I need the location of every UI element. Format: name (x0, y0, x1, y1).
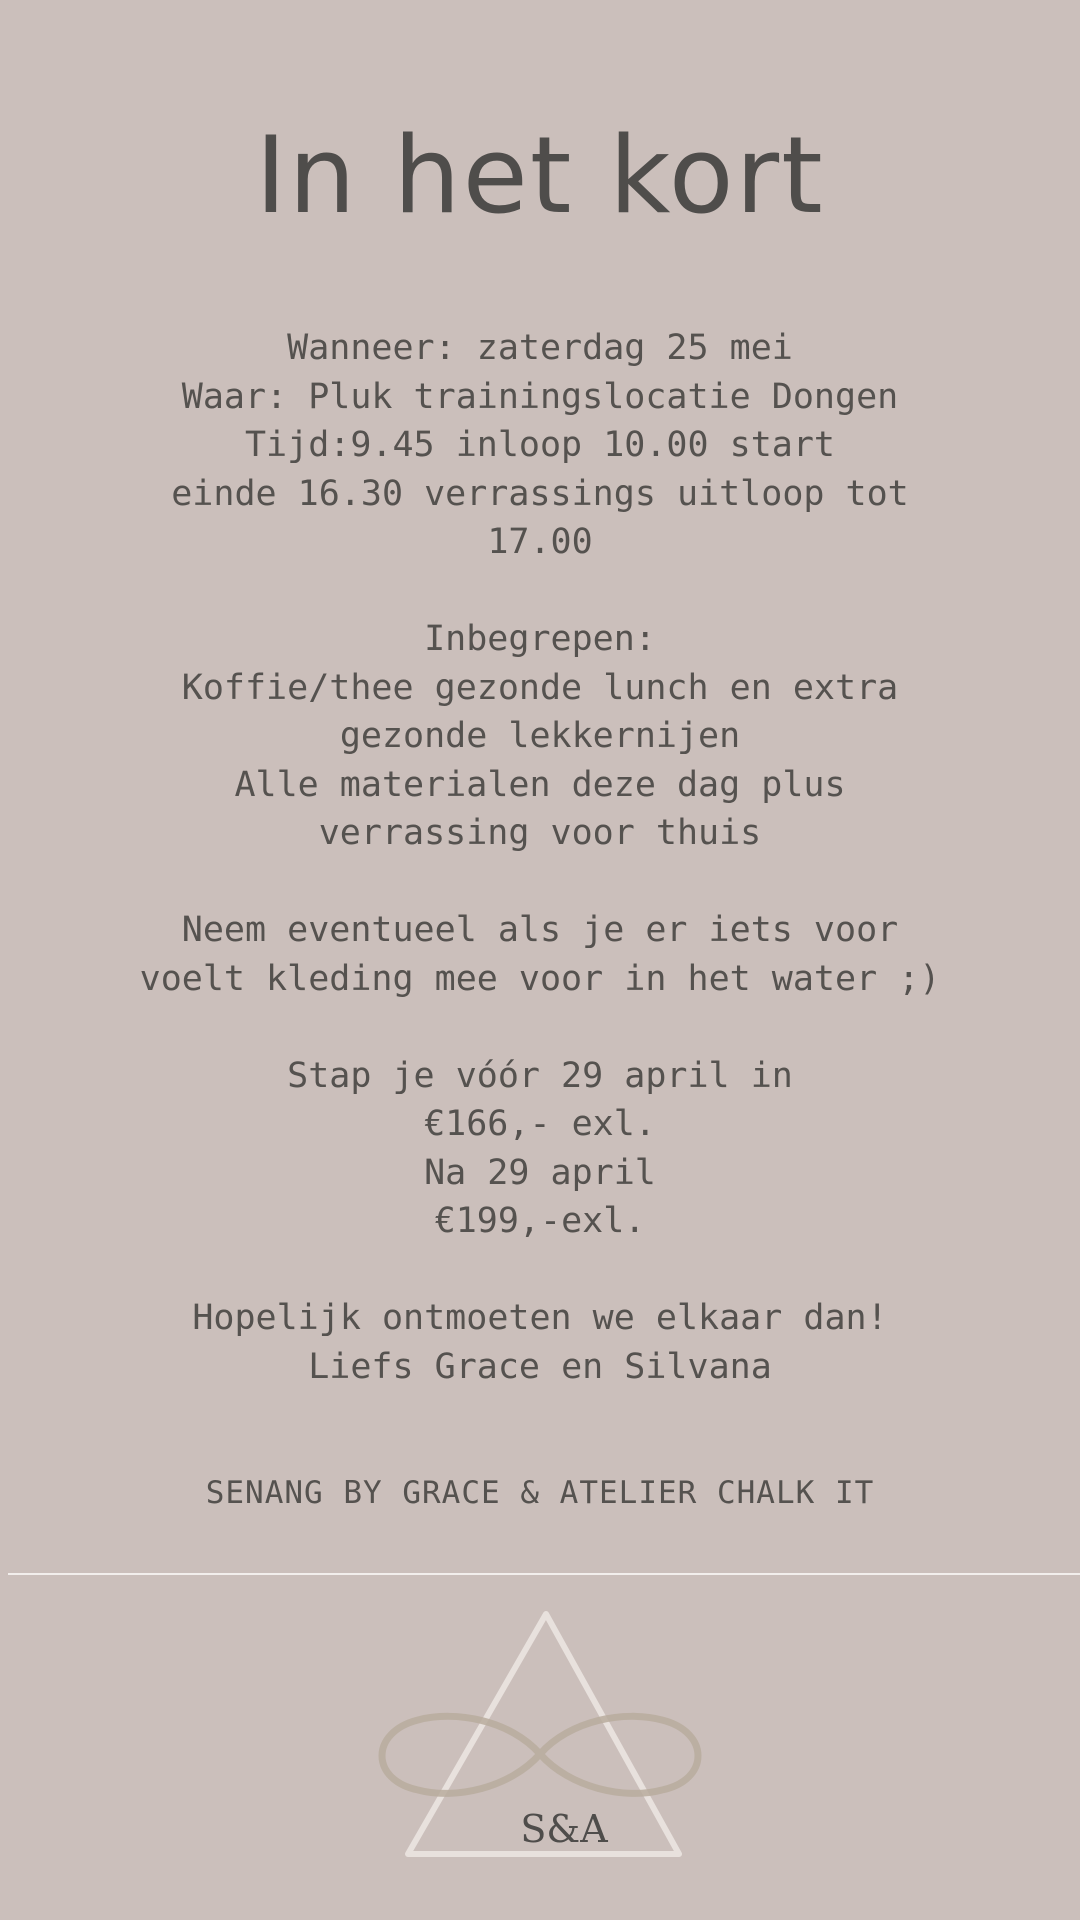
triangle-infinity-logo-icon (360, 1602, 720, 1872)
signature-line: Liefs Grace en Silvana (308, 1346, 772, 1387)
brand-footer-text: SENANG BY GRACE & ATELIER CHALK IT (205, 1475, 875, 1511)
included-item-line: Alle materialen deze dag plus (234, 764, 846, 805)
infinity-shape (382, 1716, 698, 1793)
logo-initials: S&A (520, 1807, 608, 1851)
logo (360, 1602, 720, 1872)
early-bird-price: €166,- exl. (424, 1104, 656, 1144)
spacer (0, 1246, 1080, 1295)
end-time-line: einde 16.30 verrassings uitloop tot (171, 473, 909, 514)
bring-along-line: voelt kleding mee voor in het water ;) (139, 958, 941, 999)
event-details (0, 324, 1080, 1391)
regular-line: Na 29 april (424, 1152, 656, 1193)
spacer (0, 567, 1080, 616)
included-item-line: verrassing voor thuis (318, 813, 762, 853)
where-line: Waar: Pluk trainingslocatie Dongen (181, 376, 899, 417)
included-item-line: Koffie/thee gezonde lunch en extra (181, 667, 899, 708)
spacer (0, 1003, 1080, 1052)
time-line: Tijd:9.45 inloop 10.00 start (244, 425, 835, 465)
early-bird-line: Stap je vóór 29 april in (287, 1055, 793, 1096)
divider-line (8, 1573, 1080, 1575)
regular-price: €199,-exl. (434, 1201, 646, 1241)
included-heading: Inbegrepen: (424, 619, 656, 659)
end-time-line-2: 17.00 (487, 522, 593, 562)
closing-line: Hopelijk ontmoeten we elkaar dan! (192, 1298, 888, 1338)
page-title: In het kort (255, 114, 825, 237)
when-line: Wanneer: zaterdag 25 mei (287, 328, 793, 368)
bring-along-line: Neem eventueel als je er iets voor (181, 910, 899, 950)
included-item-line: gezonde lekkernijen (339, 716, 741, 756)
spacer (0, 858, 1080, 907)
